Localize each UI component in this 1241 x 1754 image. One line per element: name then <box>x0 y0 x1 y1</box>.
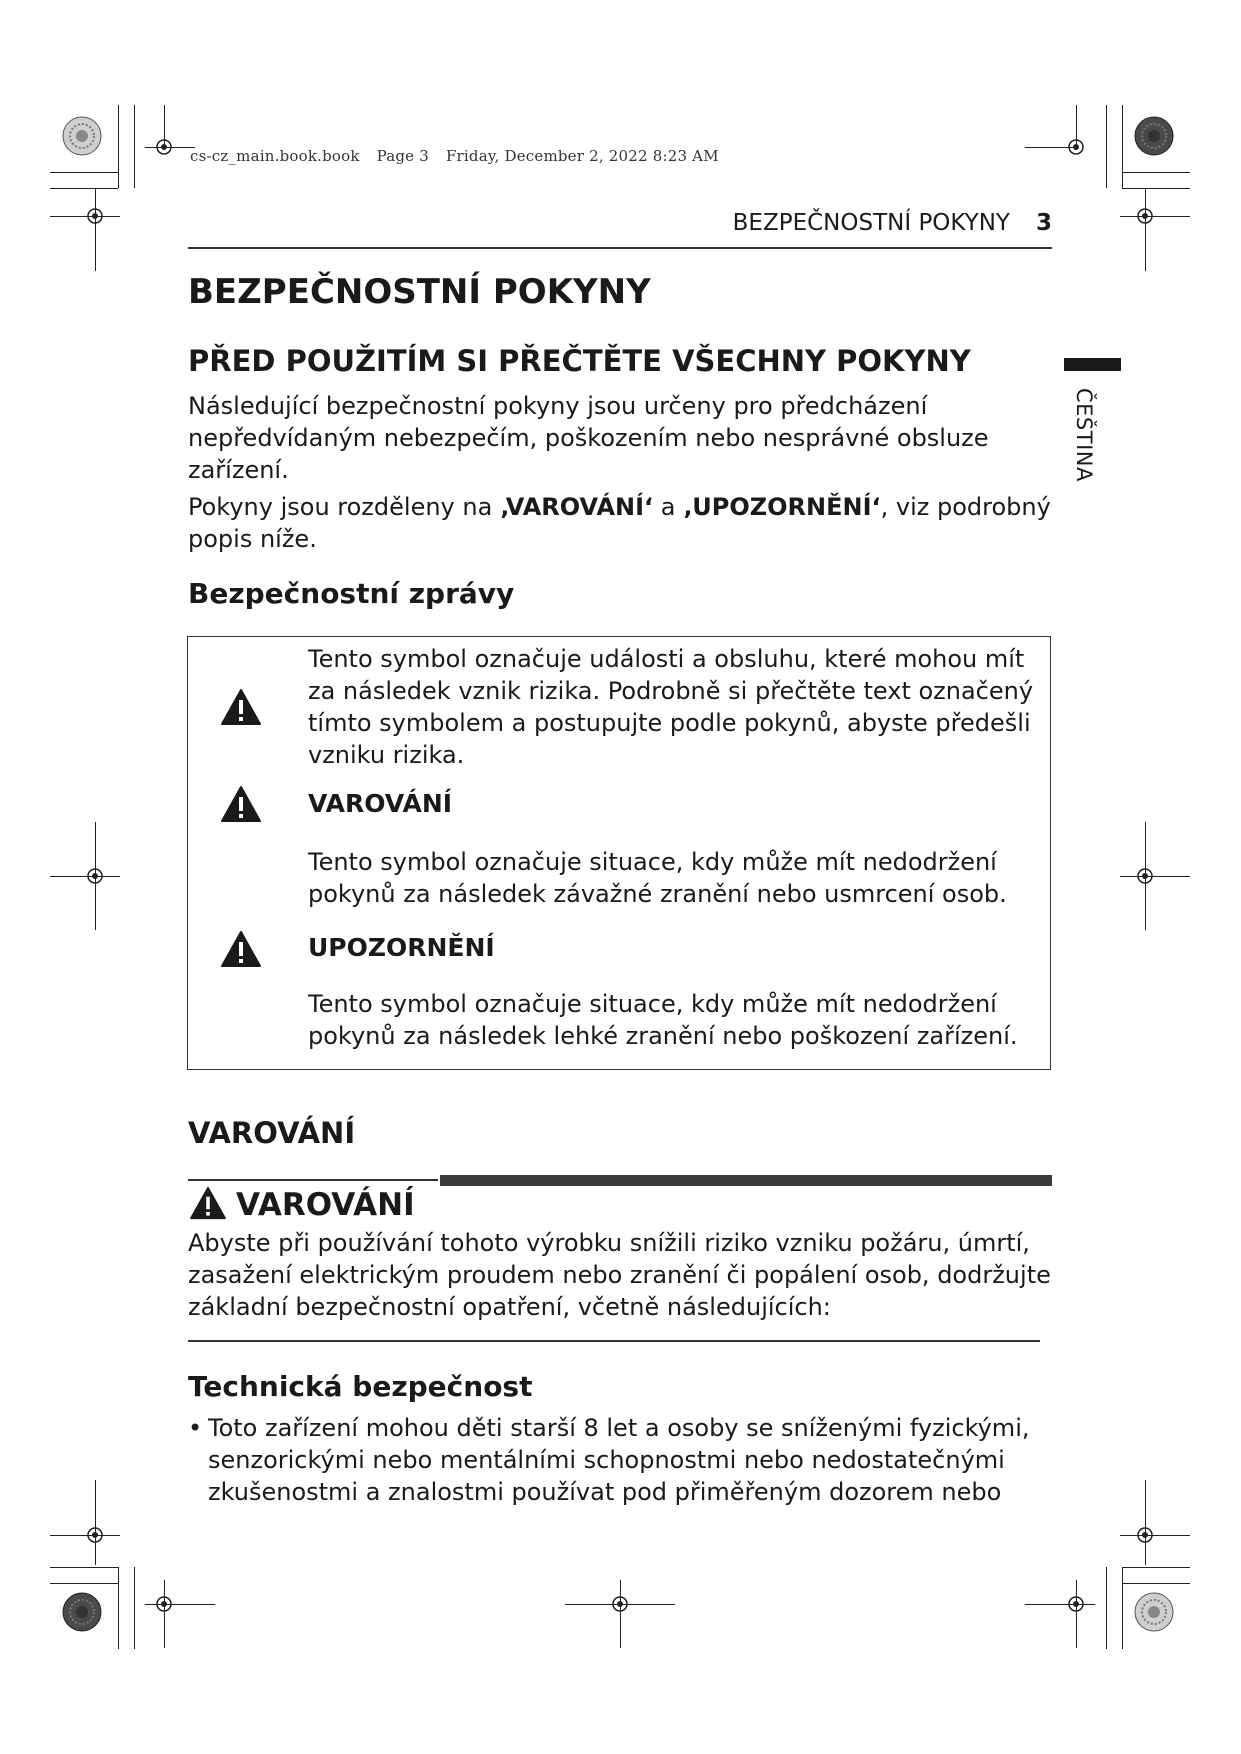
crosshair-arm <box>1120 1535 1190 1536</box>
crosshair-arm <box>1120 876 1190 877</box>
crosshair-arm <box>1120 216 1190 217</box>
warning-box-rule <box>188 1179 438 1181</box>
registration-crosshair-icon <box>610 1594 630 1614</box>
running-head-title: BEZPEČNOSTNÍ POKYNY <box>732 210 1010 236</box>
book-datetime: Friday, December 2, 2022 8:23 AM <box>445 147 719 165</box>
trim-line <box>1106 105 1107 188</box>
caution-term: ‚UPOZORNĚNÍ‘ <box>683 493 881 521</box>
trim-line <box>1122 105 1123 188</box>
crosshair-arm <box>1145 1480 1146 1565</box>
registration-crosshair-icon <box>1135 1525 1155 1545</box>
book-file-name: cs-cz_main.book.book <box>190 147 360 165</box>
book-page-label: Page 3 <box>376 147 429 165</box>
registration-crosshair-icon <box>154 1594 174 1614</box>
warning-box-title <box>188 1186 415 1223</box>
registration-crosshair-icon <box>1135 206 1155 226</box>
registration-rosette-icon <box>62 116 102 156</box>
safety-messages-box <box>187 636 1051 1070</box>
registration-rosette-icon <box>1134 1592 1174 1632</box>
crosshair-arm <box>1076 1580 1077 1648</box>
trim-line <box>1122 1567 1123 1649</box>
header-divider <box>188 247 1052 249</box>
intro-text: Pokyny jsou rozděleny na <box>188 493 500 521</box>
safety-messages-title: Bezpečnostní zprávy <box>188 577 515 610</box>
intro-text: , viz podrobný popis níže. <box>188 493 1051 553</box>
page-title: BEZPEČNOSTNÍ POKYNY <box>188 272 651 312</box>
language-tab-label: ČEŠTINA <box>1072 388 1096 482</box>
technical-safety-list <box>188 1412 1068 1508</box>
running-head <box>188 210 1052 236</box>
registration-rosette-icon <box>1134 116 1174 156</box>
trim-line <box>1122 172 1190 173</box>
intro-paragraph-categories <box>188 491 1068 555</box>
warning-box-end-rule <box>188 1340 1040 1342</box>
registration-crosshair-icon <box>85 866 105 886</box>
trim-line <box>1106 1567 1107 1649</box>
trim-line <box>50 172 118 173</box>
warning-triangle-icon <box>188 1186 228 1220</box>
warning-box-bar <box>440 1175 1052 1186</box>
trim-line <box>118 1567 119 1649</box>
list-item: • Toto zařízení mohou děti starší 8 let a osoby se sníženými fyzickými, senzorickými nebo mentálními schopnostmi nebo nedostatečnými zkušenostmi a znalostmi používat pod přiměřeným dozorem nebo <box>188 1412 1068 1508</box>
symbol-description: Tento symbol označuje události a obsluhu, které mohou mít za následek vznik rizika. Podrobně si přečtěte text označený tímto symbolem a postupujte podle pokynů, abyste předešli vzniku rizika. <box>308 645 1034 769</box>
warning-term: ‚VAROVÁNÍ‘ <box>499 493 654 521</box>
section-subheading: PŘED POUŽITÍM SI PŘEČTĚTE VŠECHNY POKYNY <box>188 344 971 378</box>
registration-rosette-icon <box>62 1592 102 1632</box>
trim-line <box>134 1567 135 1649</box>
registration-crosshair-icon <box>85 1525 105 1545</box>
registration-crosshair-icon <box>85 206 105 226</box>
crosshair-arm <box>620 1580 621 1648</box>
intro-text: a <box>653 493 684 521</box>
registration-crosshair-icon <box>154 137 174 157</box>
trim-line <box>1122 1567 1190 1568</box>
warning-box-text: Abyste při používání tohoto výrobku snížili riziko vzniku požáru, úmrtí, zasažení elektrickým proudem nebo zranění či popálení osob, dodržujte základní bezpečnostní opatření, včetně následujících: <box>188 1229 1051 1321</box>
crosshair-arm <box>1145 188 1146 271</box>
trim-line <box>50 1583 118 1584</box>
crosshair-arm <box>95 188 96 271</box>
warning-box-title-text: VAROVÁNÍ <box>236 1187 415 1223</box>
trim-line <box>1122 1583 1190 1584</box>
trim-line <box>50 188 118 189</box>
technical-safety-title: Technická bezpečnost <box>188 1370 533 1403</box>
warning-triangle-icon <box>220 785 262 823</box>
language-tab-marker <box>1064 358 1121 371</box>
registration-crosshair-icon <box>1066 1594 1086 1614</box>
warning-label: VAROVÁNÍ <box>308 789 453 818</box>
caution-description: Tento symbol označuje situace, kdy může mít nedodržení pokynů za následek lehké zranění nebo poškození zařízení. <box>308 990 1018 1050</box>
intro-paragraph: Následující bezpečnostní pokyny jsou určeny pro předcházení nepředvídaným nebezpečím, poškozením nebo nesprávné obsluze zařízení. <box>188 392 989 484</box>
crosshair-arm <box>164 1580 165 1648</box>
crosshair-arm <box>95 1480 96 1565</box>
trim-line <box>134 105 135 188</box>
page-number: 3 <box>1035 210 1052 236</box>
warning-triangle-icon <box>220 688 262 726</box>
warning-triangle-icon <box>220 930 262 968</box>
book-slug-line <box>190 147 731 165</box>
warning-description: Tento symbol označuje situace, kdy může mít nedodržení pokynů za následek závažné zranění nebo usmrcení osob. <box>308 848 1007 908</box>
warning-section-heading: VAROVÁNÍ <box>188 1116 356 1150</box>
trim-line <box>118 105 119 188</box>
registration-crosshair-icon <box>1066 137 1086 157</box>
trim-line <box>50 1567 118 1568</box>
caution-label: UPOZORNĚNÍ <box>308 933 495 962</box>
registration-crosshair-icon <box>1135 866 1155 886</box>
trim-line <box>1122 188 1190 189</box>
